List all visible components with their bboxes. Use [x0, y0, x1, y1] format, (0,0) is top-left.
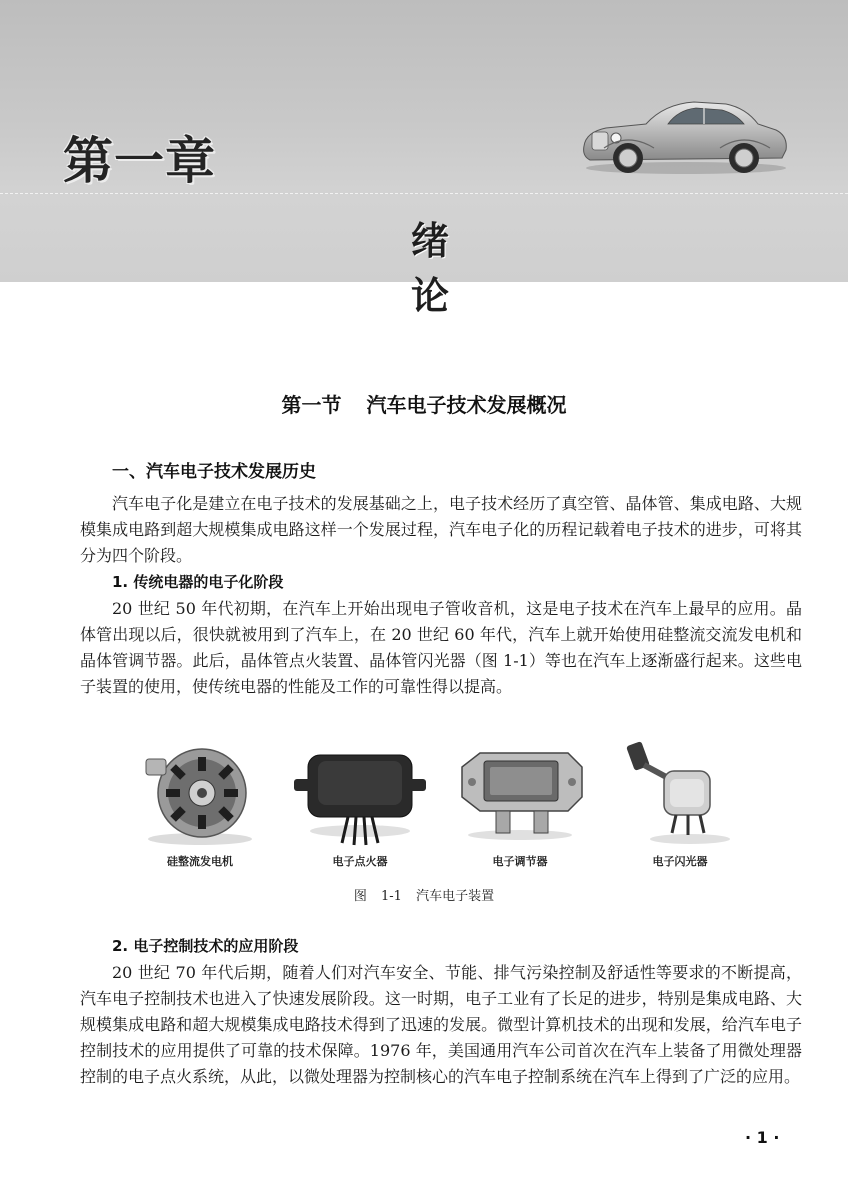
sub-heading: 一、汽车电子技术发展历史: [112, 462, 316, 482]
regulator-image: [450, 735, 590, 847]
section-title: 第一节 汽车电子技术发展概况: [281, 393, 567, 417]
figure-caption: 图 1-1 汽车电子装置: [353, 889, 495, 904]
alternator-icon: [130, 735, 270, 847]
flasher-image: [610, 735, 750, 847]
chapter-banner: [0, 0, 848, 318]
stage2-paragraph: 20 世纪 70 年代后期，随着人们对汽车安全、节能、排气污染控制及舒适性等要求的不断提高，汽车电子控制技术也进入了快速发展阶段。这一时期，电子工业有了长足的进步，特别是集成电路、大规模集成电路和超大规模集成电路技术得到了迅速的发展。微型计算机技术的出现和发展，给汽车电子控制技术的应用提供了可靠的技术保障。1976 年，美国通用汽车公司首次在汽车上装备了用微处理器控制的电子点火系统，从此，以微处理器为控制核心的汽车电子控制系统在汽车上得到了广泛的应用。: [80, 963, 802, 1086]
flasher-icon: [610, 735, 750, 847]
alternator-label: 硅整流发电机: [167, 855, 233, 868]
classic-car-illustration: [576, 88, 791, 178]
regulator-label: 电子调节器: [492, 855, 548, 868]
igniter-icon: [290, 735, 430, 847]
intro-paragraph: 汽车电子化是建立在电子技术的发展基础之上，电子技术经历了真空管、晶体管、集成电路、大规模集成电路到超大规模集成电路这样一个发展过程，汽车电子化的历程记载着电子技术的进步，可将其分为四个阶段。: [80, 494, 802, 565]
chapter-label: 第一章: [63, 132, 216, 190]
flasher-label: 电子闪光器: [652, 855, 708, 868]
regulator-icon: [450, 735, 590, 847]
stage1-paragraph: 20 世纪 50 年代初期，在汽车上开始出现电子管收音机，这是电子技术在汽车上最早的应用。晶体管出现以后，很快就被用到了汽车上，在 20 世纪 60 年代，汽车上就开始使用硅整流交流发电机和晶体管调节器。此后，晶体管点火装置、晶体管闪光器（图 1-1）等也在汽车上逐渐盛行起来。这些电子装置的使用，使传统电器的性能及工作的可靠性得以提高。: [80, 599, 802, 696]
stage1-heading: 1. 传统电器的电子化阶段: [112, 573, 284, 591]
banner-dashed-line: [0, 193, 848, 194]
figure-1-1: [130, 735, 750, 905]
igniter-label: 电子点火器: [332, 855, 388, 868]
page-number: · 1 ·: [745, 1128, 780, 1147]
igniter-image: [290, 735, 430, 847]
chapter-title: 绪论: [410, 219, 519, 318]
alternator-image: [130, 735, 270, 847]
stage2-heading: 2. 电子控制技术的应用阶段: [112, 937, 299, 955]
